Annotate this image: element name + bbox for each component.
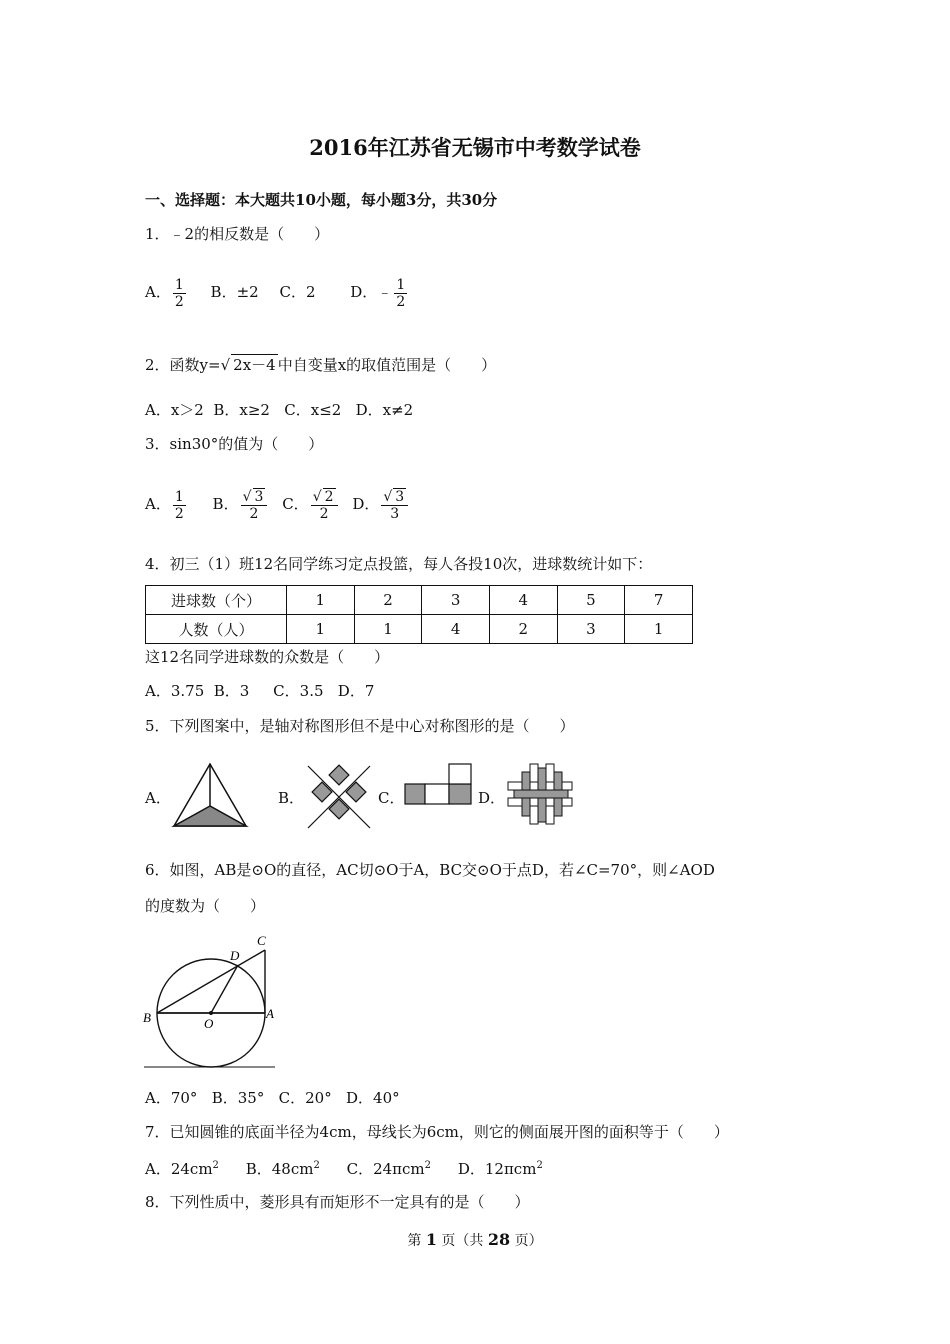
radicand: 2x－4 [233, 356, 276, 374]
label-a: A [266, 1006, 274, 1021]
label-d: D [230, 948, 240, 963]
question-4-stem: 4．初三（1）班12名同学练习定点投篮，每人各投10次，进球数统计如下： [145, 555, 653, 573]
option-d-label: D． [478, 789, 506, 807]
label-b: B [143, 1010, 151, 1025]
label-c: C [257, 933, 266, 948]
option-a-label: A． [145, 789, 171, 807]
question-3-stem: 3．sin30°的值为（ ） [145, 435, 324, 453]
option-a-label: A． [145, 283, 171, 301]
question-6-stem-line1: 6．如图，AB是⊙O的直径，AC切⊙O于A，BC交⊙O于点D，若∠C=70°，则∠AOD [145, 861, 715, 879]
fraction: $\frac{√ 2}{2}$ [311, 488, 338, 522]
page-footer: 第 1 页（共 28 页） [407, 1230, 543, 1249]
table-row: 进球数（个） 1 2 3 4 5 7 [146, 586, 693, 615]
grid-figure [506, 762, 576, 828]
fraction: $\frac{1}{2}$ [396, 276, 406, 310]
option-d-label: D．﹣ [350, 283, 393, 301]
option-b-label: B． [278, 789, 305, 807]
table-row: 人数（人） 1 1 4 2 3 1 [146, 615, 693, 644]
page-title: 2016年江苏省无锡市中考数学试卷 [309, 135, 641, 160]
option-b: B．±2 [210, 283, 259, 301]
fraction: $\frac{√ 3}{2}$ [241, 488, 268, 522]
option-c: C．2 [279, 283, 316, 301]
squares-figure [404, 762, 474, 806]
circle-diagram [140, 930, 285, 1070]
data-table [145, 585, 693, 644]
question-7-options: A．$24cm^2$ B．$48cm^2$ C．24πcm$^2$ D．12πcm$^2$ [145, 1160, 543, 1178]
question-4-follow: 这12名同学进球数的众数是（ ） [145, 648, 390, 666]
fraction: $\frac{√ 3}{3}$ [381, 488, 408, 522]
diamond-figure [304, 762, 374, 832]
question-5-stem: 5．下列图案中，是轴对称图形但不是中心对称图形的是（ ） [145, 717, 575, 735]
question-3-options: A． $\frac{1}{2}$ B． $\frac{√ 3}{2}$ C． $\frac{√ 2}{2}$ D． $\frac{√ 3}{3}$ [145, 482, 410, 526]
question-7-stem: 7．已知圆锥的底面半径为4cm，母线长为6cm，则它的侧面展开图的面积等于（ ） [145, 1123, 729, 1141]
question-4-options: A．3.75 B．3 C．3.5 D．7 [145, 682, 375, 700]
question-2-stem: 2．函数y=√ 2x－4 中自变量x的取值范围是（ ） [145, 356, 497, 374]
fraction: $\frac{1}{2}$ [174, 488, 184, 522]
triangle-figure [170, 760, 250, 828]
question-1-options [145, 272, 409, 312]
question-1-stem: 1．﹣2的相反数是（ ） [145, 225, 330, 243]
label-o: O [204, 1016, 214, 1031]
question-6-options: A．70° B．35° C．20° D．40° [145, 1089, 400, 1107]
option-c-label: C． [378, 789, 405, 807]
question-2-options: A．x＞2 B．x≥2 C．x≤2 D．x≠2 [145, 401, 414, 419]
section-heading: 一、选择题：本大题共10小题，每小题3分，共30分 [145, 191, 498, 209]
fraction: $\frac{1}{2}$ [174, 276, 184, 310]
question-6-stem-line2: 的度数为（ ） [145, 897, 266, 915]
question-8-stem: 8．下列性质中，菱形具有而矩形不一定具有的是（ ） [145, 1193, 530, 1211]
